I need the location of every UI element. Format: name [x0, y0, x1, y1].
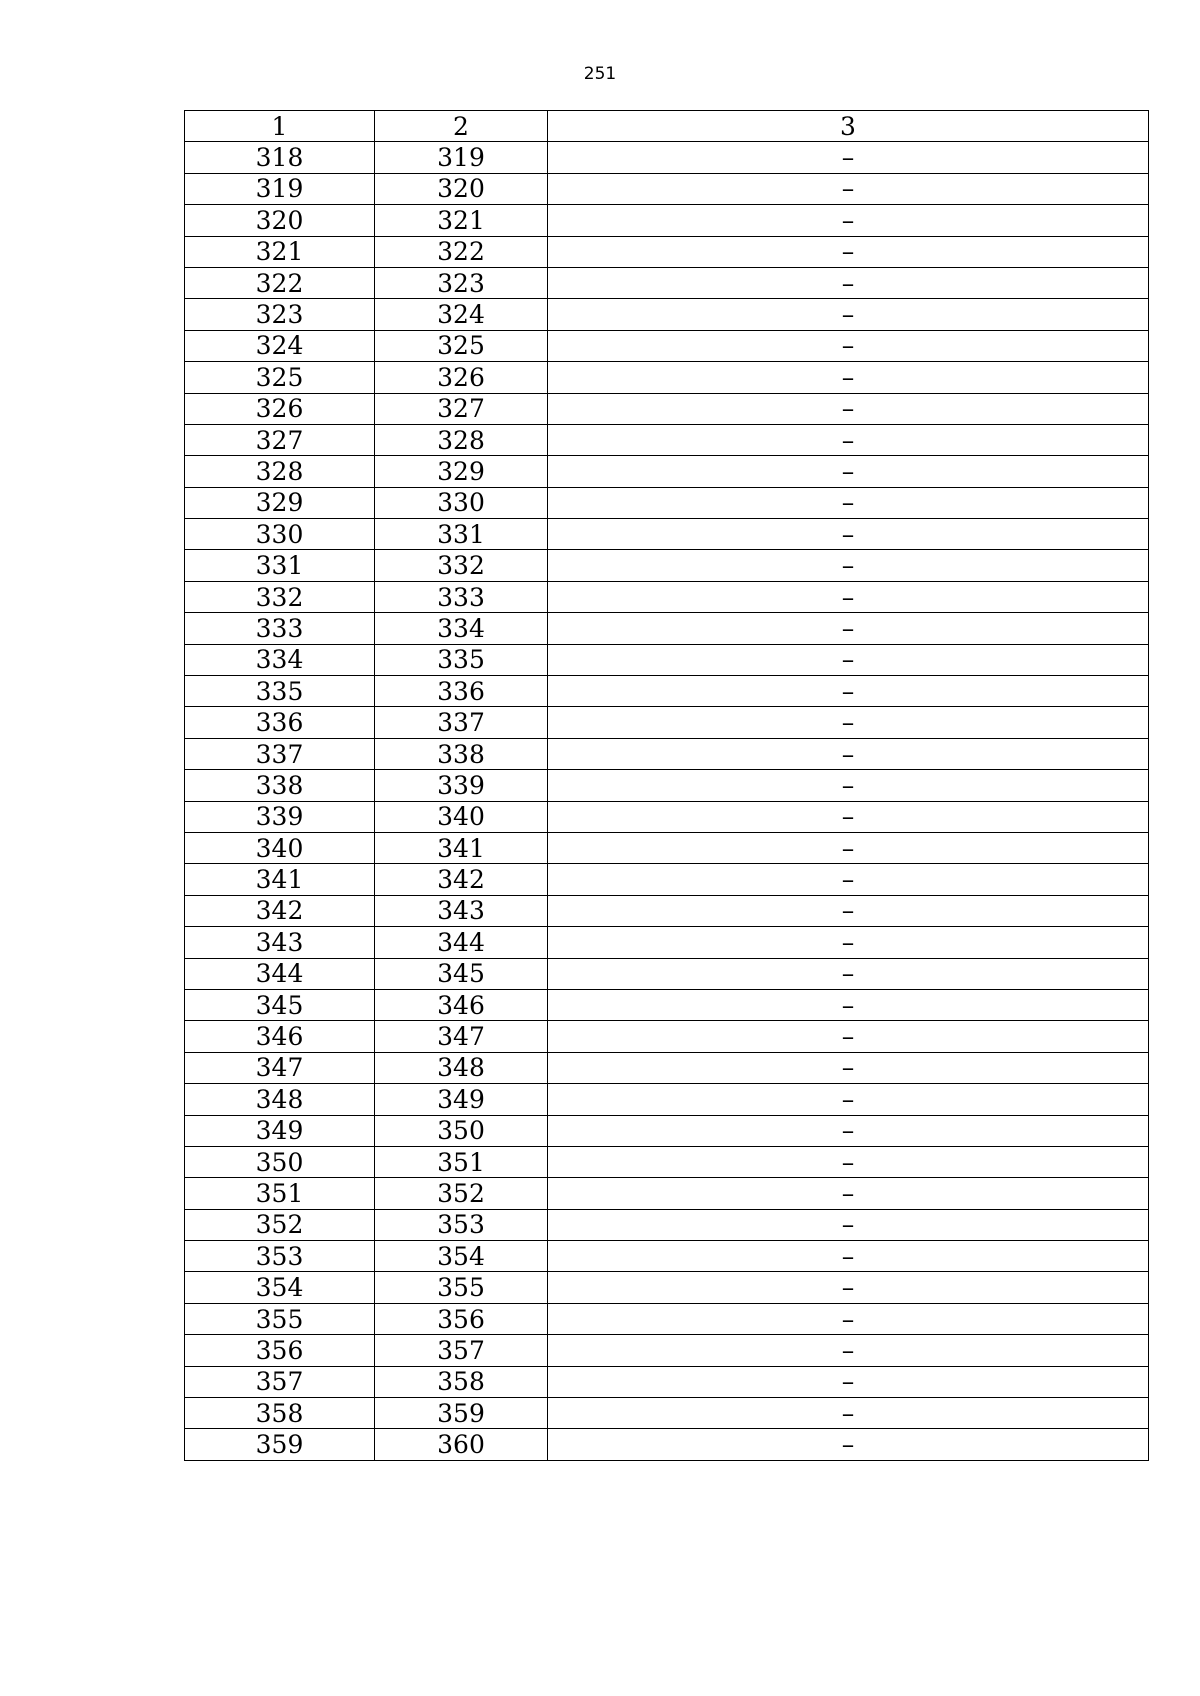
- table-cell: 318: [185, 142, 375, 173]
- table-row: [185, 142, 1149, 173]
- table-cell: 330: [185, 519, 375, 550]
- table-cell: 346: [375, 989, 548, 1020]
- table-cell: 354: [185, 1272, 375, 1303]
- table-row: [185, 581, 1149, 612]
- table-row: [185, 864, 1149, 895]
- table-cell: –: [548, 267, 1149, 298]
- table-cell: 321: [185, 236, 375, 267]
- table-row: [185, 1209, 1149, 1240]
- table-cell: –: [548, 456, 1149, 487]
- table-row: [185, 895, 1149, 926]
- table-cell: –: [548, 1021, 1149, 1052]
- table-cell: 335: [185, 676, 375, 707]
- table-row: [185, 738, 1149, 769]
- table-row: [185, 362, 1149, 393]
- table-row: [185, 456, 1149, 487]
- table-cell: 334: [375, 613, 548, 644]
- table-row: [185, 1115, 1149, 1146]
- table-cell: 325: [185, 362, 375, 393]
- table-cell: 337: [375, 707, 548, 738]
- table-cell: 319: [375, 142, 548, 173]
- table-cell: 336: [185, 707, 375, 738]
- table-cell: 344: [185, 958, 375, 989]
- table-cell: 333: [185, 613, 375, 644]
- table-row: [185, 1241, 1149, 1272]
- table-row: [185, 236, 1149, 267]
- table-row: [185, 1335, 1149, 1366]
- table-cell: 340: [375, 801, 548, 832]
- table-cell: –: [548, 299, 1149, 330]
- table-cell: –: [548, 1115, 1149, 1146]
- table-cell: 319: [185, 173, 375, 204]
- table-cell: 353: [185, 1241, 375, 1272]
- table-cell: 351: [185, 1178, 375, 1209]
- table-cell: –: [548, 581, 1149, 612]
- table-cell: 341: [375, 832, 548, 863]
- table-cell: 326: [375, 362, 548, 393]
- table-row: [185, 173, 1149, 204]
- table-cell: 331: [375, 519, 548, 550]
- table-cell: –: [548, 550, 1149, 581]
- table-cell: 345: [375, 958, 548, 989]
- table-row: [185, 1052, 1149, 1083]
- table-cell: 351: [375, 1146, 548, 1177]
- table-cell: 348: [375, 1052, 548, 1083]
- table-cell: 344: [375, 927, 548, 958]
- table-cell: 355: [185, 1303, 375, 1334]
- table-cell: –: [548, 173, 1149, 204]
- table-cell: 329: [375, 456, 548, 487]
- table-cell: 335: [375, 644, 548, 675]
- table-cell: 347: [185, 1052, 375, 1083]
- table-cell: 353: [375, 1209, 548, 1240]
- table-row: [185, 1398, 1149, 1429]
- table-cell: –: [548, 1209, 1149, 1240]
- table-cell: 349: [375, 1084, 548, 1115]
- table-cell: –: [548, 644, 1149, 675]
- table-cell: 330: [375, 487, 548, 518]
- table-cell: 350: [375, 1115, 548, 1146]
- table-row: [185, 927, 1149, 958]
- table-cell: 324: [375, 299, 548, 330]
- table-row: [185, 1303, 1149, 1334]
- table-cell: –: [548, 1178, 1149, 1209]
- table-cell: –: [548, 487, 1149, 518]
- table-row: [185, 644, 1149, 675]
- table-cell: –: [548, 1429, 1149, 1460]
- table-cell: 320: [375, 173, 548, 204]
- table-cell: –: [548, 927, 1149, 958]
- table-row: [185, 299, 1149, 330]
- table-cell: –: [548, 1272, 1149, 1303]
- table-cell: 350: [185, 1146, 375, 1177]
- table-cell: 339: [185, 801, 375, 832]
- table-cell: –: [548, 989, 1149, 1020]
- table-cell: –: [548, 958, 1149, 989]
- table-cell: 325: [375, 330, 548, 361]
- table-cell: –: [548, 676, 1149, 707]
- table-row: [185, 801, 1149, 832]
- table-row: [185, 832, 1149, 863]
- table-cell: –: [548, 1398, 1149, 1429]
- table-cell: 359: [375, 1398, 548, 1429]
- table-cell: –: [548, 424, 1149, 455]
- table-cell: –: [548, 707, 1149, 738]
- table-cell: 359: [185, 1429, 375, 1460]
- table-cell: 356: [375, 1303, 548, 1334]
- table-row: [185, 1021, 1149, 1052]
- table-cell: –: [548, 1303, 1149, 1334]
- table-cell: –: [548, 864, 1149, 895]
- table-cell: 358: [375, 1366, 548, 1397]
- table-cell: 342: [375, 864, 548, 895]
- table-cell: –: [548, 1241, 1149, 1272]
- page-number: 251: [583, 64, 617, 84]
- data-table: [184, 110, 1149, 1461]
- table-cell: –: [548, 1146, 1149, 1177]
- table-row: [185, 770, 1149, 801]
- table-cell: –: [548, 330, 1149, 361]
- table-cell: –: [548, 832, 1149, 863]
- table-row: [185, 1146, 1149, 1177]
- table-row: [185, 519, 1149, 550]
- table-cell: –: [548, 895, 1149, 926]
- table-cell: 358: [185, 1398, 375, 1429]
- table-cell: –: [548, 205, 1149, 236]
- table-row: [185, 1272, 1149, 1303]
- table-cell: 355: [375, 1272, 548, 1303]
- table-cell: 328: [375, 424, 548, 455]
- column-header: 1: [185, 111, 375, 142]
- table-cell: 333: [375, 581, 548, 612]
- column-header: 2: [375, 111, 548, 142]
- table-cell: 339: [375, 770, 548, 801]
- table-cell: 352: [375, 1178, 548, 1209]
- table-cell: 357: [375, 1335, 548, 1366]
- table-row: [185, 707, 1149, 738]
- table-cell: 337: [185, 738, 375, 769]
- table-row: [185, 267, 1149, 298]
- table-cell: 320: [185, 205, 375, 236]
- table-row: [185, 393, 1149, 424]
- table-cell: –: [548, 770, 1149, 801]
- table-body: [185, 111, 1149, 1461]
- table-cell: 332: [185, 581, 375, 612]
- table-cell: 322: [375, 236, 548, 267]
- table-cell: –: [548, 519, 1149, 550]
- table-cell: –: [548, 1335, 1149, 1366]
- table-row: [185, 676, 1149, 707]
- table-row: [185, 989, 1149, 1020]
- table-cell: 347: [375, 1021, 548, 1052]
- table-cell: –: [548, 801, 1149, 832]
- table-row: [185, 550, 1149, 581]
- table-cell: 343: [375, 895, 548, 926]
- table-cell: –: [548, 1084, 1149, 1115]
- table-row: [185, 1366, 1149, 1397]
- table-cell: 357: [185, 1366, 375, 1397]
- table-cell: 332: [375, 550, 548, 581]
- table-cell: 331: [185, 550, 375, 581]
- table-cell: 322: [185, 267, 375, 298]
- table-cell: 346: [185, 1021, 375, 1052]
- table-cell: 329: [185, 487, 375, 518]
- table-cell: 345: [185, 989, 375, 1020]
- table-row: [185, 1178, 1149, 1209]
- table-cell: 326: [185, 393, 375, 424]
- table-cell: 338: [185, 770, 375, 801]
- table-row: [185, 330, 1149, 361]
- table-cell: 328: [185, 456, 375, 487]
- table-row: [185, 1084, 1149, 1115]
- table-cell: –: [548, 1052, 1149, 1083]
- table-cell: 360: [375, 1429, 548, 1460]
- table-cell: –: [548, 738, 1149, 769]
- table-cell: 348: [185, 1084, 375, 1115]
- table-cell: 323: [375, 267, 548, 298]
- table-cell: 340: [185, 832, 375, 863]
- table-row: [185, 613, 1149, 644]
- table-cell: 321: [375, 205, 548, 236]
- table-header-row: [185, 111, 1149, 142]
- table-cell: 323: [185, 299, 375, 330]
- table-cell: 352: [185, 1209, 375, 1240]
- table-cell: 336: [375, 676, 548, 707]
- table-cell: 354: [375, 1241, 548, 1272]
- table-cell: –: [548, 236, 1149, 267]
- table-cell: –: [548, 142, 1149, 173]
- table-row: [185, 1429, 1149, 1460]
- table-cell: 334: [185, 644, 375, 675]
- table-cell: 338: [375, 738, 548, 769]
- table-cell: 349: [185, 1115, 375, 1146]
- table-cell: 341: [185, 864, 375, 895]
- column-header: 3: [548, 111, 1149, 142]
- table-cell: 327: [375, 393, 548, 424]
- table-cell: –: [548, 393, 1149, 424]
- table-cell: 356: [185, 1335, 375, 1366]
- table-cell: –: [548, 362, 1149, 393]
- table-row: [185, 958, 1149, 989]
- table-cell: –: [548, 1366, 1149, 1397]
- table-row: [185, 487, 1149, 518]
- table-cell: 343: [185, 927, 375, 958]
- table-cell: 342: [185, 895, 375, 926]
- table-row: [185, 424, 1149, 455]
- table-cell: 327: [185, 424, 375, 455]
- table-cell: –: [548, 613, 1149, 644]
- table-row: [185, 205, 1149, 236]
- table-cell: 324: [185, 330, 375, 361]
